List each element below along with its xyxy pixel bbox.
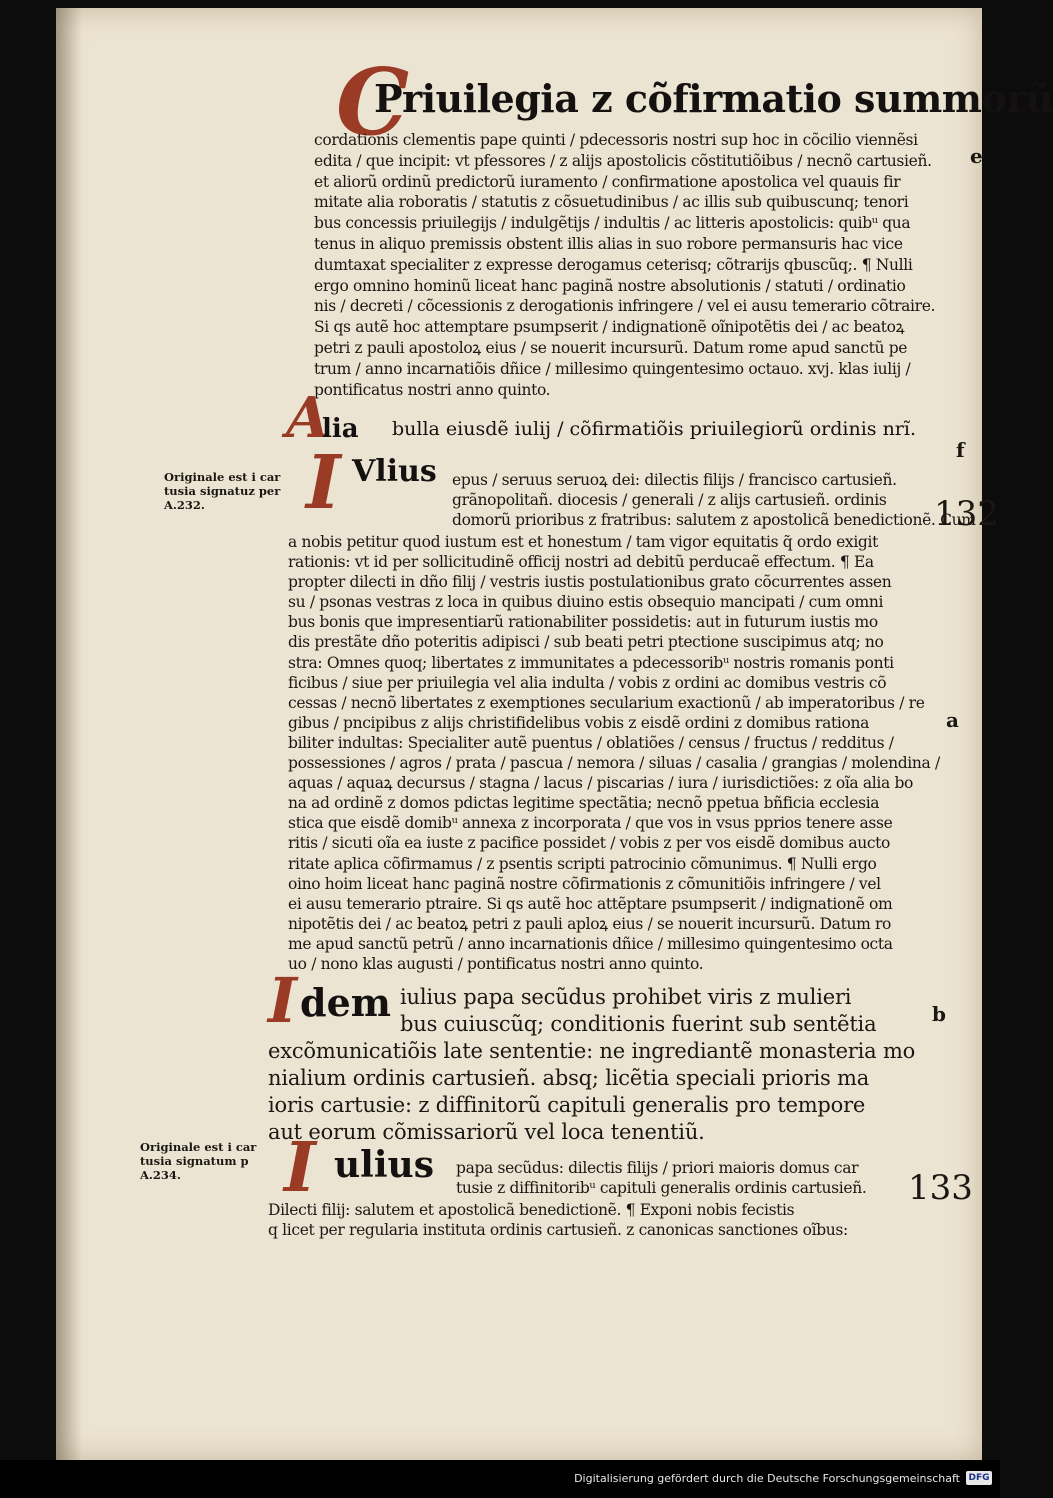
text-line: biliter indultas: Specialiter autẽ puentus / oblatiões / census / fructus / redditus / xyxy=(288,733,894,752)
section3-lead-word: Vlius xyxy=(352,454,437,489)
margin-note xyxy=(140,1140,256,1182)
section3-body xyxy=(288,532,944,974)
text-line: tusie z diffinitoribᵘ capituli generalis ordinis cartusieñ. xyxy=(456,1179,867,1198)
text-line: possessiones / agros / prata / pascua / nemora / siluas / casalia / grangias / molendina / xyxy=(288,754,940,773)
footer-credit: Digitalisierung gefördert durch die Deutsche Forschungsgemeinschaft xyxy=(574,1472,960,1485)
section4-head xyxy=(400,984,880,1038)
text-line: q licet per regularia instituta ordinis cartusieñ. z canonicas sanctiones oĩbus: xyxy=(268,1221,848,1240)
text-line: mitate alia roboratis / statutis z cõsuetudinibus / ac illis sub quibuscunq; tenori xyxy=(314,193,909,212)
marginal-sign-e: e xyxy=(970,144,983,168)
text-line: bus cuiuscũq; conditionis fuerint sub sentẽtia xyxy=(400,1012,877,1036)
margin-note-line: tusia signatum p xyxy=(140,1154,249,1168)
folio-number: 133 xyxy=(908,1168,973,1208)
marginal-sign-b: b xyxy=(932,1002,946,1026)
section2-lead-word: lia xyxy=(322,414,359,444)
footer-bar xyxy=(0,1460,1000,1498)
text-line: rationis: vt id per sollicitudinẽ officij nostri ad debitũ perducaẽ effectum. ¶ Ea xyxy=(288,553,874,572)
folio-number: 132 xyxy=(934,494,999,534)
text-line: ei ausu temerario ptraire. Si qs autẽ hoc attẽptare psumpserit / indignationẽ om xyxy=(288,894,893,913)
text-line: domorũ prioribus z fratribus: salutem z apostolicã benedictionẽ. Cum xyxy=(452,511,976,530)
text-line: Dilecti filij: salutem et apostolicã benedictionẽ. ¶ Exponi nobis fecistis xyxy=(268,1201,795,1219)
text-line: petri z pauli apostoloꝝ eius / se nouerit incursurũ. Datum rome apud sanctũ pe xyxy=(314,338,908,357)
text-line: papa secũdus: dilectis filijs / priori maioris domus car xyxy=(456,1159,859,1177)
section5-head xyxy=(456,1158,896,1198)
text-line: cordationis clementis pape quinti / pdecessoris nostri sup hoc in cõcilio viennẽsi xyxy=(314,131,918,149)
margin-note xyxy=(164,470,280,512)
text-line: aquas / aquaꝝ decursus / stagna / lacus / piscarias / iura / iurisdictiões: z oĩa alia bo xyxy=(288,774,914,793)
text-line: a nobis petitur quod iustum est et honestum / tam vigor equitatis q̃ ordo exigit xyxy=(288,533,878,551)
text-line: cessas / necnõ libertates z exemptiones secularium exactionũ / ab imperatoribus / re xyxy=(288,693,925,712)
text-line: ritate aplica cõfirmamus / z psentis scripti patrocinio cõmunimus. ¶ Nulli ergo xyxy=(288,854,877,873)
text-line: trum / anno incarnatiõis dñice / millesimo quingentesimo octauo. xvj. klas iulij / xyxy=(314,359,911,378)
page-heading: Priuilegia z cõfirmatio summorũ xyxy=(374,76,1053,121)
decorated-initial-c: C xyxy=(336,48,410,156)
text-line: ritis / sicuti oĩa ea iuste z pacifice possidet / vobis z per vos eisdẽ domibus aucto xyxy=(288,834,891,853)
text-line: nialium ordinis cartusieñ. absq; licẽtia speciali prioris ma xyxy=(268,1066,870,1090)
margin-note-line: Originale est i car xyxy=(140,1140,257,1154)
text-line: stica que eisdẽ domibᵘ annexa z incorporata / que vos in vsus pprios tenere asse xyxy=(288,814,893,833)
text-line: stra: Omnes quoq; libertates z immunitates a pdecessoribᵘ nostris romanis ponti xyxy=(288,653,894,672)
text-line: grãnopolitañ. diocesis / generali / z alijs cartusieñ. ordinis xyxy=(452,491,887,510)
text-line: iulius papa secũdus prohibet viris z mulieri xyxy=(400,985,852,1009)
text-line: bus bonis que impresentiarũ rationabiliter possidetis: aut in futurum iustis mo xyxy=(288,613,878,632)
decorated-initial-idem: I xyxy=(268,964,298,1037)
text-line: ficibus / siue per priuilegia vel alia indulta / vobis z ordini ac domibus vestris cõ xyxy=(288,673,887,692)
text-line: su / psonas vestras z loca in quibus diuino estis obsequio mancipati / cum omni xyxy=(288,593,884,612)
book-page xyxy=(56,8,1053,1460)
text-line: bus concessis priuilegijs / indulgẽtijs / indultis / ac litteris apostolicis: quibᵘ qua xyxy=(314,214,911,233)
section4-lead-word: dem xyxy=(300,980,391,1025)
section4-body xyxy=(268,1038,916,1146)
text-line: propter dilecti in dño filij / vestris iustis postulationibus grato cõcurrentes assen xyxy=(288,573,892,592)
text-line: edita / que incipit: vt pfessores / z alijs apostolicis cõstitutiõibus / necnõ cartusieñ. xyxy=(314,151,932,170)
text-line: excõmunicatiõis late sententie: ne ingrediantẽ monasteria mo xyxy=(268,1039,916,1063)
text-line: Si qs autẽ hoc attemptare psumpserit / indignationẽ oĩnipotẽtis dei / ac beatoꝝ xyxy=(314,318,905,337)
text-line: nis / decreti / cõcessionis z derogationis infringere / vel ei ausu temerario cõtraire. xyxy=(314,297,936,316)
margin-note-line: tusia signatuz per xyxy=(164,484,281,498)
section1-body xyxy=(314,130,942,400)
margin-note-line: A.234. xyxy=(140,1168,181,1182)
text-line: aut eorum cõmissariorũ vel loca tenentiũ. xyxy=(268,1120,705,1144)
page-spine-shadow xyxy=(56,8,82,1460)
marginal-sign-f: f xyxy=(956,438,965,462)
marginal-sign-a: a xyxy=(946,708,959,732)
decorated-initial-a: A xyxy=(286,385,330,451)
decorated-initial-j: I xyxy=(284,1128,316,1208)
section2-title: bulla eiusdẽ iulij / cõfirmatiõis priuilegiorũ ordinis nrĩ. xyxy=(392,418,917,440)
text-line: gibus / pncipibus z alijs christifidelibus vobis z eisdẽ ordini z domibus rationa xyxy=(288,713,869,732)
text-line: me apud sanctũ petrũ / anno incarnationis dñice / millesimo quingentesimo octa xyxy=(288,934,893,953)
decorated-initial-i: I xyxy=(306,440,341,526)
section5-lead-word: ulius xyxy=(334,1144,434,1186)
text-line: tenus in aliquo premissis obstent illis alias in suo robore permansuris hac vice xyxy=(314,234,903,253)
dfg-logo[interactable]: DFG xyxy=(966,1471,992,1485)
text-line: uo / nono klas augusti / pontificatus nostri anno quinto. xyxy=(288,954,704,973)
text-line: ergo omnino hominũ liceat hanc paginã nostre absolutionis / statuti / ordinatio xyxy=(314,276,906,295)
text-line: nipotẽtis dei / ac beatoꝝ petri z pauli aploꝝ eius / se nouerit incursurũ. Datum ro xyxy=(288,914,892,933)
text-line: oino hoim liceat hanc paginã nostre cõfirmationis z cõmunitiõis infringere / vel xyxy=(288,874,881,893)
text-line: na ad ordinẽ z domos pdictas legitime spectãtia; necnõ ppetua bñficia ecclesia xyxy=(288,794,880,813)
text-line: dumtaxat specialiter z expresse derogamus ceterisq; cõtrarijs qbuscũq;. ¶ Nulli xyxy=(314,255,913,274)
margin-note-line: Originale est i car xyxy=(164,470,281,484)
text-line: epus / seruus seruoꝝ dei: dilectis filijs / francisco cartusieñ. xyxy=(452,471,897,489)
text-line: et aliorũ ordinũ predictorũ iuramento / confirmatione apostolica vel quauis fir xyxy=(314,172,901,191)
text-line: pontificatus nostri anno quinto. xyxy=(314,380,551,399)
text-line: ioris cartusie: z diffinitorũ capituli generalis pro tempore xyxy=(268,1093,866,1117)
margin-note-line: A.232. xyxy=(164,498,205,512)
section5-body xyxy=(268,1200,908,1240)
text-line: dis prestãte dño poteritis adipisci / sub beati petri ptectione suscipimus atq; no xyxy=(288,633,884,652)
